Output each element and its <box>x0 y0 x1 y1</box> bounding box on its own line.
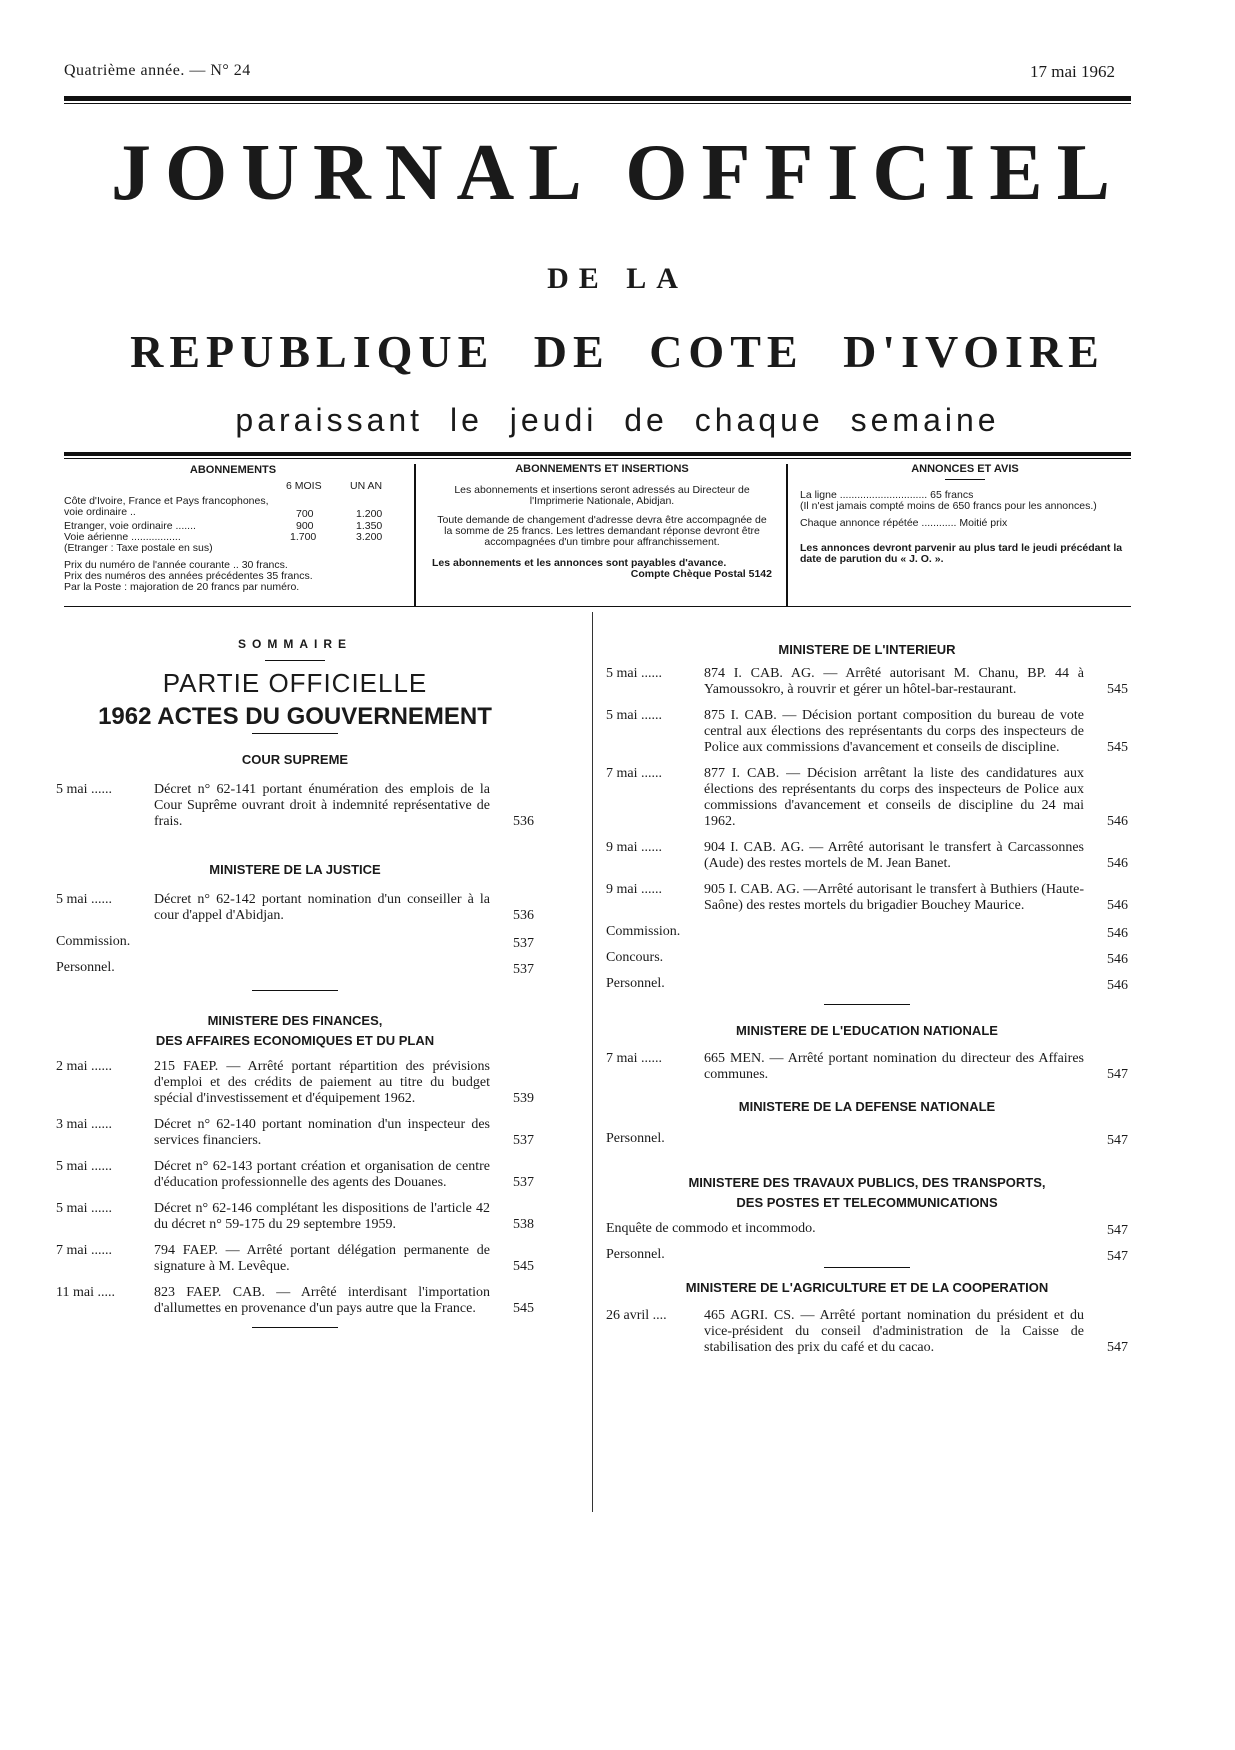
tagline: paraissant le jeudi de chaque semaine <box>235 402 1000 438</box>
toc-entry[interactable]: 7 mai ...... 877 I. CAB. — Décision arrêtant la liste des candidatures aux élections des représentants du corps des inspecteurs de Police aux commissions d'avancement et conseils de discipline du 24 mai 1962. 546 <box>606 766 1128 829</box>
sub-note: (Etranger : Taxe postale en sus) <box>64 542 213 554</box>
toc-short-entry[interactable]: Commission. 546 <box>606 924 1128 941</box>
top-rule <box>64 96 1131 101</box>
boxes-bottom-rule <box>64 606 1131 607</box>
sub-row: Voie aérienne ................. 1.700 3.200 <box>64 531 383 543</box>
top-rule-thin <box>64 103 1131 104</box>
section-title: MINISTERE DE L'AGRICULTURE ET DE LA COOPERATION <box>685 1280 1049 1295</box>
insertions-title: ABONNEMENTS ET INSERTIONS <box>515 463 689 475</box>
left-column <box>56 636 534 1342</box>
toc-entry[interactable]: 7 mai ...... 794 FAEP. — Arrêté portant délégation permanente de signature à M. Levêque. 545 <box>56 1243 534 1274</box>
section-title-2: DES POSTES ET TELECOMMUNICATIONS <box>736 1195 998 1210</box>
sub-row: Etranger, voie ordinaire ....... 900 1.350 <box>64 520 383 532</box>
toc-entry[interactable]: 5 mai ...... Décret n° 62-143 portant création et organisation de centre d'éducation professionnelle des agents des Douanes. 537 <box>56 1159 534 1190</box>
box-separator <box>786 464 788 606</box>
toc-short-entry[interactable]: Personnel. 547 <box>606 1131 1128 1148</box>
mid-rule <box>64 452 1131 456</box>
insertions-box <box>432 464 772 606</box>
journal-de-la: DE LA <box>547 262 688 295</box>
col-unan: UN AN <box>350 480 383 492</box>
section-title: MINISTERE DES TRAVAUX PUBLICS, DES TRANSPORTS, <box>688 1175 1046 1190</box>
annonces-p4: Les annonces devront parvenir au plus tard le jeudi précédant la date de parution du « J. O. ». <box>800 542 1123 565</box>
partie-officielle: PARTIE OFFICIELLE <box>162 668 428 698</box>
toc-entry[interactable]: 3 mai ...... Décret n° 62-140 portant nomination d'un inspecteur des services financiers. 537 <box>56 1117 534 1148</box>
subscriptions-box <box>64 464 402 606</box>
issue-number: Quatrième année. — N° 24 <box>64 62 251 79</box>
toc-entry[interactable]: 5 mai ...... Décret n° 62-141 portant énumération des emplois de la Cour Suprême ouvrant droit à indemnité représentative de frais. 536 <box>56 782 534 829</box>
col-6mois: 6 MOIS <box>286 480 322 492</box>
insertions-p1: Les abonnements et insertions seront adressés au Directeur de l'Imprimerie Nationale, Abidjan. <box>454 484 750 507</box>
announcements-title: ANNONCES ET AVIS <box>911 463 1019 475</box>
toc-short-entry[interactable]: Enquête de commodo et incommodo. 547 <box>606 1221 1128 1238</box>
toc-entry[interactable]: 9 mai ...... 904 I. CAB. AG. — Arrêté autorisant le transfert à Carcassonnes (Aude) des restes mortels de M. Jean Banet. 546 <box>606 840 1128 871</box>
annonces-p1: La ligne .............................. 65 francs <box>800 489 974 501</box>
price-line: Par la Poste : majoration de 20 francs par numéro. <box>64 581 300 593</box>
section-title: MINISTERE DE LA DEFENSE NATIONALE <box>738 1099 996 1114</box>
subscriptions-title: ABONNEMENTS <box>189 464 277 476</box>
toc-short-entry[interactable]: Personnel. 547 <box>606 1247 1128 1264</box>
column-divider <box>592 612 593 1512</box>
toc-short-entry[interactable]: Personnel. 546 <box>606 976 1128 993</box>
toc-short-entry[interactable]: Concours. 546 <box>606 950 1128 967</box>
toc-entry[interactable]: 7 mai ...... 665 MEN. — Arrêté portant nomination du directeur des Affaires communes. 547 <box>606 1051 1128 1082</box>
toc-entry[interactable]: 5 mai ...... Décret n° 62-142 portant nomination d'un conseiller à la cour d'appel d'Abidjan. 536 <box>56 892 534 923</box>
actes-heading: 1962 ACTES DU GOUVERNEMENT <box>98 703 492 730</box>
section-title: MINISTERE DE L'INTERIEUR <box>778 642 956 657</box>
insertions-p3: Les abonnements et les annonces sont payables d'avance. <box>432 557 727 569</box>
issue-date: 17 mai 1962 <box>1030 62 1115 81</box>
section-title: MINISTERE DE LA JUSTICE <box>209 862 381 877</box>
toc-short-entry[interactable]: Personnel. 537 <box>56 960 534 977</box>
annonces-p3: Chaque annonce répétée ............ Moitié prix <box>800 517 1008 529</box>
info-boxes <box>64 464 1131 606</box>
toc-entry[interactable]: 2 mai ...... 215 FAEP. — Arrêté portant répartition des prévisions d'emploi et des crédits de paiement au titre du budget spécial d'investissement et d'équipement 1962. 539 <box>56 1059 534 1106</box>
section-title: COUR SUPREME <box>241 752 349 767</box>
toc-entry[interactable]: 26 avril .... 465 AGRI. CS. — Arrêté portant nomination du président et du vice-président du conseil d'administration de la Caisse de stabilisation des prix du café et du cacao. 547 <box>606 1308 1128 1355</box>
price-line: Prix du numéro de l'année courante .. 30 francs. <box>64 559 288 571</box>
section-title: MINISTERE DE L'EDUCATION NATIONALE <box>736 1023 998 1038</box>
toc-entry[interactable]: 9 mai ...... 905 I. CAB. AG. —Arrêté autorisant le transfert à Buthiers (Haute-Saône) des restes mortels du brigadier Bouchey Maurice. 546 <box>606 882 1128 913</box>
insertions-p2: Toute demande de changement d'adresse devra être accompagnée de la somme de 25 francs. Les lettres demandant réponse devront être accompagnées d'un timbre pour affranchissement. <box>437 514 767 548</box>
section-title: MINISTERE DES FINANCES, <box>207 1013 383 1028</box>
toc-entry[interactable]: 11 mai ..... 823 FAEP. CAB. — Arrêté interdisant l'importation d'allumettes en provenance d'un pays autre que la France. 545 <box>56 1285 534 1316</box>
section-title-2: DES AFFAIRES ECONOMIQUES ET DU PLAN <box>155 1033 435 1048</box>
republic-name: REPUBLIQUE DE COTE D'IVOIRE <box>130 326 1105 377</box>
journal-title: JOURNAL OFFICIEL <box>111 129 1124 217</box>
sommaire-heading: SOMMAIRE <box>238 637 352 651</box>
toc-entry[interactable]: 5 mai ...... 874 I. CAB. AG. — Arrêté autorisant M. Chanu, BP. 44 à Yamoussokro, à rouvrir et gérer un hôtel-bar-restaurant. 545 <box>606 666 1128 697</box>
toc-entry[interactable]: 5 mai ...... 875 I. CAB. — Décision portant composition du bureau de vote central aux élections des représentants du corps des inspecteurs de Police aux commissions d'avancement et conseils de discipline. 545 <box>606 708 1128 755</box>
box-separator <box>414 464 416 606</box>
sub-row: Côte d'Ivoire, France et Pays francophones, voie ordinaire .. 700 1.200 <box>64 495 383 520</box>
toc-short-entry[interactable]: Commission. 537 <box>56 934 534 951</box>
price-line: Prix des numéros des années précédentes 35 francs. <box>64 570 313 582</box>
toc-entry[interactable]: 5 mai ...... Décret n° 62-146 complétant les dispositions de l'article 42 du décret n° 59-175 du 29 septembre 1959. 538 <box>56 1201 534 1232</box>
mid-rule-thin <box>64 458 1131 459</box>
postal-account: Compte Chèque Postal 5142 <box>630 568 772 580</box>
right-column <box>606 642 1128 1366</box>
annonces-p2: (Il n'est jamais compté moins de 650 francs pour les annonces.) <box>800 500 1097 512</box>
announcements-box <box>800 464 1130 606</box>
